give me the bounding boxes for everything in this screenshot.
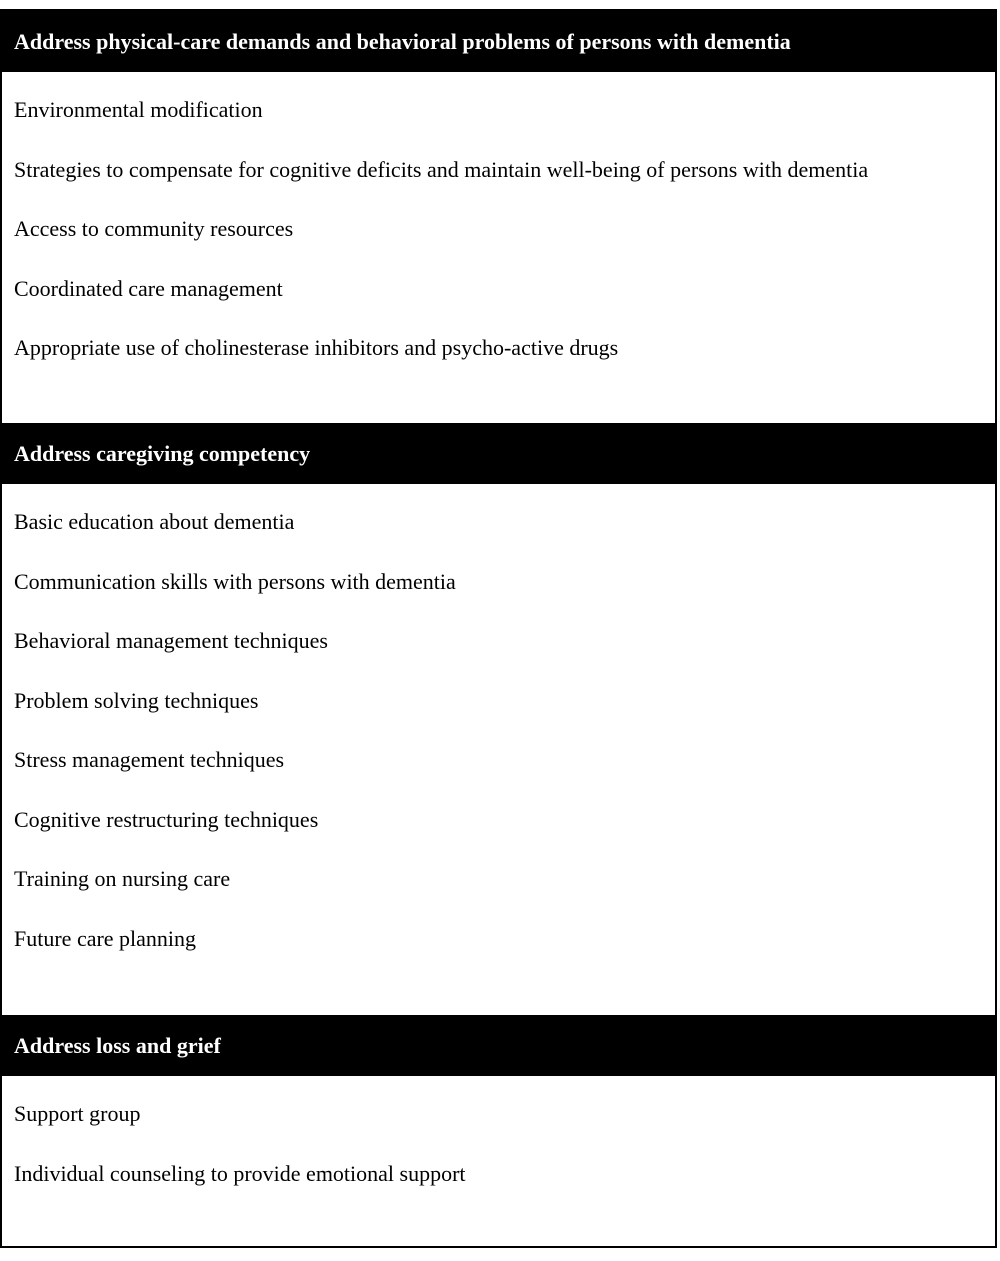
list-item: Problem solving techniques <box>14 687 259 713</box>
list-item: Support group <box>14 1101 141 1126</box>
section-physical-care <box>2 11 995 376</box>
list-item: Individual counseling to provide emotional support <box>14 1160 466 1186</box>
list-item: Cognitive restructuring techniques <box>14 806 319 832</box>
section-loss-and-grief <box>2 1015 995 1201</box>
section-header: Address physical-care demands and behavioral problems of persons with dementia <box>2 11 995 72</box>
list-item: Coordinated care management <box>14 275 283 301</box>
section-header: Address caregiving competency <box>2 423 995 484</box>
section-caregiving-competency <box>2 423 995 966</box>
list-item: Behavioral management techniques <box>14 628 328 653</box>
intervention-table <box>0 9 997 1248</box>
section-items <box>2 484 995 966</box>
list-item: Stress management techniques <box>14 747 285 772</box>
list-item: Future care planning <box>14 925 197 951</box>
section-header: Address loss and grief <box>2 1015 995 1076</box>
list-item: Appropriate use of cholinesterase inhibitors and psycho-active drugs <box>14 335 619 360</box>
list-item: Strategies to compensate for cognitive deficits and maintain well-being of persons with dementia <box>14 156 869 182</box>
list-item: Communication skills with persons with dementia <box>14 568 456 594</box>
list-item: Training on nursing care <box>14 866 231 891</box>
section-items <box>2 72 995 376</box>
list-item: Environmental modification <box>14 97 263 122</box>
list-item: Access to community resources <box>14 216 294 241</box>
list-item: Basic education about dementia <box>14 509 295 534</box>
section-items <box>2 1076 995 1201</box>
